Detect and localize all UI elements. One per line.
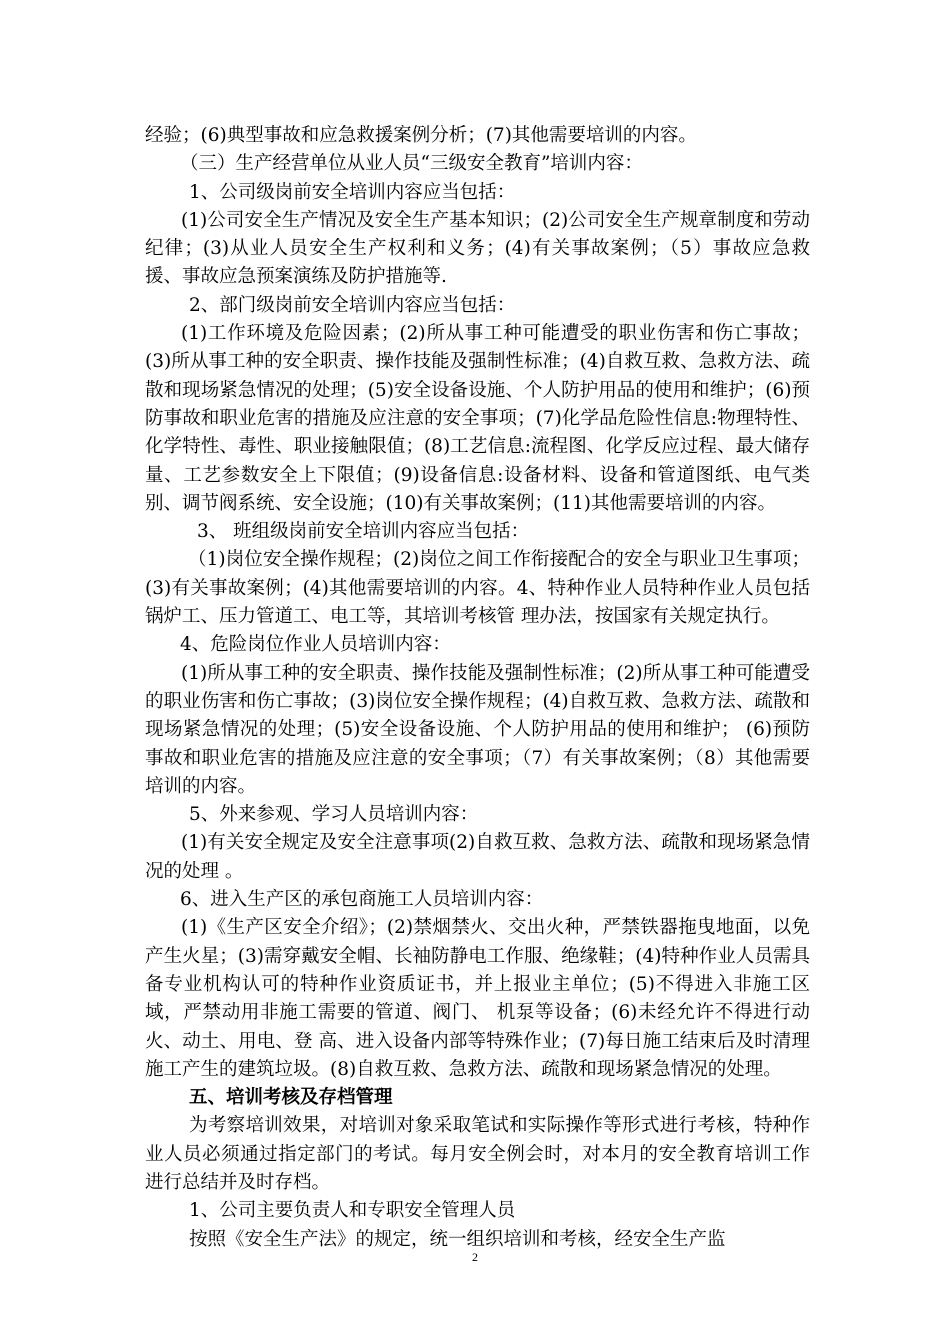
list-heading: 2、部门级岗前安全培训内容应当包括： (189, 294, 516, 316)
paragraph-text: 经验；(6)典型事故和应急救援案例分析；(7)其他需要培训的内容。 (145, 125, 697, 146)
list-heading: 1、公司主要负责人和专职安全管理人员 (189, 1200, 516, 1222)
list-heading: 4、危险岗位作业人员培训内容： (180, 634, 451, 656)
paragraph-text: (1)有关安全规定及安全注意事项(2)自救互救、急救方法、疏散和现场紧急情况的处理 。 (145, 832, 810, 882)
list-heading: 1、公司级岗前安全培训内容应当包括： (189, 181, 516, 203)
paragraph-text: (1)所从事工种的安全职责、操作技能及强制性标准；(2)所从事工种可能遭受的职业伤害和伤亡事故；(3)岗位安全操作规程；(4)自救互救、急救方法、疏散和现场紧急情况的处理；(5)安全设备设施、个人防护用品的使用和维护； (6)预防事故和职业危害的措施及应注意的安全事项；（7）有关事故案例；（8）其他需要培训的内容。 (145, 662, 810, 797)
document-body (145, 122, 810, 1254)
page-number: 2 (472, 1250, 478, 1264)
list-heading: 6、进入生产区的承包商施工人员培训内容： (180, 889, 544, 911)
paragraph-text: （1)岗位安全操作规程；(2)岗位之间工作衔接配合的安全与职业卫生事项；(3)有关事故案例；(4)其他需要培训的内容。4、特种作业人员特种作业人员包括锅炉工、压力管道工、电工等，其培训考核管 理办法，按国家有关规定执行。 (145, 549, 810, 628)
paragraph-text: 为考察培训效果，对培训对象采取笔试和实际操作等形式进行考核，特种作业人员必须通过指定部门的考试。每月安全例会时，对本月的安全教育培训工作进行总结并及时存档。 (145, 1115, 810, 1193)
subsection-heading: （三）生产经营单位从业人员“三级安全教育”培训内容： (180, 153, 643, 175)
section-heading: 五、培训考核及存档管理 (189, 1087, 393, 1109)
list-heading: 5、外来参观、学习人员培训内容： (189, 804, 479, 826)
list-heading: 3、 班组级岗前安全培训内容应当包括： (197, 521, 530, 543)
paragraph-text: (1)公司安全生产情况及安全生产基本知识；(2)公司安全生产规章制度和劳动纪律；(3)从业人员安全生产权利和义务；(4)有关事故案例；（5）事故应急救援、事故应急预案演练及防护措施等. (145, 209, 810, 288)
paragraph-text: 按照《安全生产法》的规定，统一组织培训和考核，经安全生产监 (189, 1228, 726, 1250)
paragraph-text: (1)工作环境及危险因素；(2)所从事工种可能遭受的职业伤害和伤亡事故；(3)所从事工种的安全职责、操作技能及强制性标准；(4)自救互救、急救方法、疏散和现场紧急情况的处理；(5)安全设备设施、个人防护用品的使用和维护；(6)预防事故和职业危害的措施及应注意的安全事项；(7)化学品危险性信息:物理特性、化学特性、毒性、职业接触限值；(8)工艺信息:流程图、化学反应过程、最大储存量、工艺参数安全上下限值；(9)设备信息:设备材料、设备和管道图纸、电气类别、调节阀系统、安全设施；(10)有关事故案例；(11)其他需要培训的内容。 (145, 323, 810, 514)
paragraph-text: (1)《生产区安全介绍》；(2)禁烟禁火、交出火种，严禁铁器拖曳地面，以免产生火星；(3)需穿戴安全帽、长袖防静电工作服、绝缘鞋；(4)特种作业人员需具备专业机构认可的特种作业资质证书，并上报业主单位；(5)不得进入非施工区域，严禁动用非施工需要的管道、阀门、 机泵等设备；(6)未经允许不得进行动火、动土、用电、登 高、进入设备内部等特殊作业；(7)每日施工结束后及时清理施工产生的建筑垃圾。(8)自救互救、急救方法、疏散和现场紧急情况的处理。 (145, 917, 810, 1080)
